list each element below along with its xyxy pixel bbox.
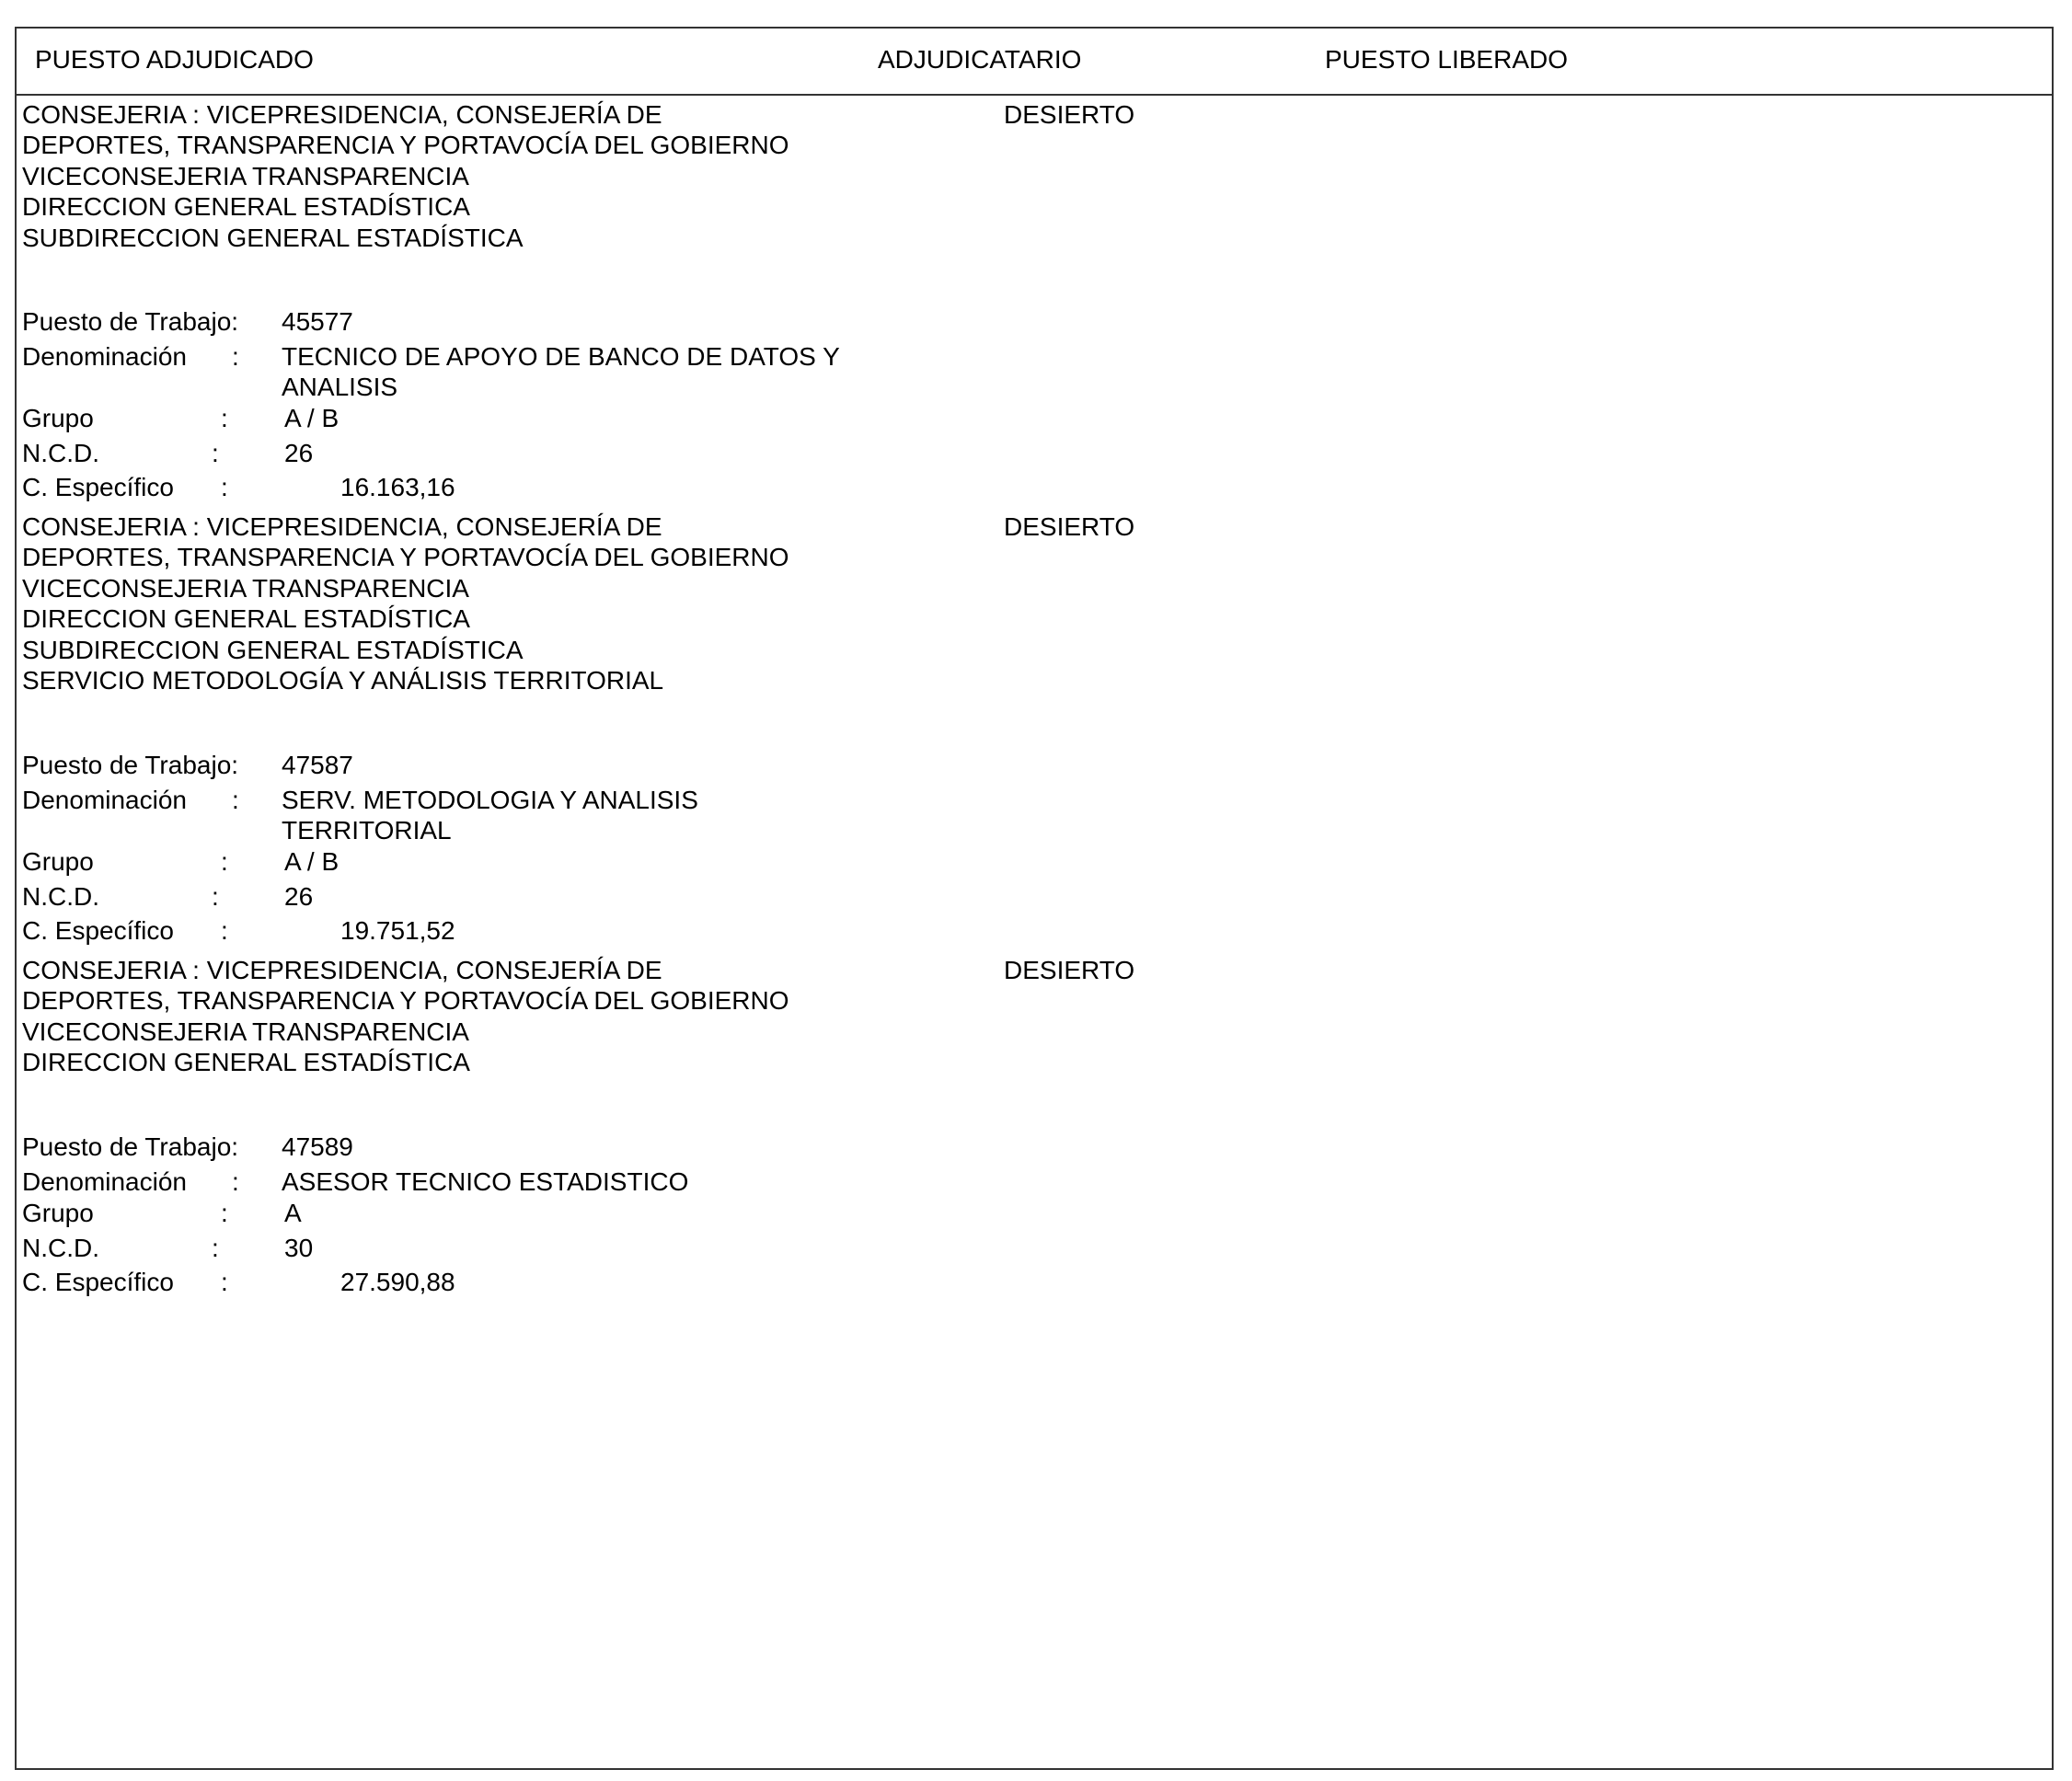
- adjudicatario-value: DESIERTO: [1004, 512, 1135, 541]
- header-divider: [15, 94, 2054, 96]
- adjudicatario-value: DESIERTO: [1004, 956, 1135, 984]
- org-line: CONSEJERIA : VICEPRESIDENCIA, CONSEJERÍA DE: [22, 512, 662, 541]
- org-line: CONSEJERIA : VICEPRESIDENCIA, CONSEJERÍA DE: [22, 100, 662, 129]
- label-colon: :: [221, 916, 228, 945]
- org-line: SERVICIO METODOLOGÍA Y ANÁLISIS TERRITORIAL: [22, 666, 664, 695]
- grupo-value: A / B: [284, 404, 340, 432]
- label-colon: :: [221, 847, 228, 876]
- denominacion-label: Denominación: [22, 786, 187, 814]
- table-frame: [15, 27, 2054, 1770]
- column-header-puesto-adjudicado: PUESTO ADJUDICADO: [35, 45, 314, 74]
- ncd-value: 26: [284, 439, 314, 467]
- puesto-label: Puesto de Trabajo:: [22, 1132, 239, 1161]
- org-line: VICECONSEJERIA TRANSPARENCIA: [22, 573, 469, 603]
- organization-block: [22, 511, 789, 695]
- label-colon: :: [212, 882, 219, 911]
- label-colon: :: [232, 786, 239, 814]
- org-line: DIRECCION GENERAL ESTADÍSTICA: [22, 1048, 470, 1077]
- org-line: DEPORTES, TRANSPARENCIA Y PORTAVOCÍA DEL GOBIERNO: [22, 543, 789, 572]
- denominacion-value: ANALISIS: [282, 373, 398, 401]
- label-colon: :: [232, 1167, 239, 1196]
- column-header-adjudicatario: ADJUDICATARIO: [878, 45, 1082, 74]
- denominacion-label: Denominación: [22, 1167, 187, 1196]
- c-especifico-label: C. Específico: [22, 1268, 174, 1296]
- puesto-label: Puesto de Trabajo:: [22, 751, 239, 779]
- grupo-label: Grupo: [22, 1199, 94, 1227]
- puesto-value: 47587: [282, 751, 353, 779]
- adjudicatario-value: DESIERTO: [1004, 100, 1135, 129]
- organization-block: [22, 955, 789, 1078]
- label-colon: :: [232, 342, 239, 371]
- puesto-value: 45577: [282, 307, 353, 336]
- label-colon: :: [212, 1234, 219, 1262]
- org-line: SUBDIRECCION GENERAL ESTADÍSTICA: [22, 635, 524, 664]
- grupo-value: A: [284, 1199, 302, 1227]
- label-colon: :: [221, 1268, 228, 1296]
- org-line: DIRECCION GENERAL ESTADÍSTICA: [22, 604, 470, 634]
- grupo-label: Grupo: [22, 847, 94, 876]
- column-header-puesto-liberado: PUESTO LIBERADO: [1325, 45, 1569, 74]
- org-line: DIRECCION GENERAL ESTADÍSTICA: [22, 192, 470, 222]
- puesto-value: 47589: [282, 1132, 353, 1161]
- label-colon: :: [212, 439, 219, 467]
- org-line: DEPORTES, TRANSPARENCIA Y PORTAVOCÍA DEL GOBIERNO: [22, 131, 789, 160]
- denominacion-value: TECNICO DE APOYO DE BANCO DE DATOS Y: [282, 342, 840, 371]
- denominacion-value: ASESOR TECNICO ESTADISTICO: [282, 1167, 689, 1196]
- org-line: CONSEJERIA : VICEPRESIDENCIA, CONSEJERÍA DE: [22, 956, 662, 984]
- label-colon: :: [221, 473, 228, 501]
- c-especifico-value: 19.751,52: [340, 916, 455, 945]
- label-colon: :: [221, 1199, 228, 1227]
- org-line: DEPORTES, TRANSPARENCIA Y PORTAVOCÍA DEL GOBIERNO: [22, 986, 789, 1016]
- ncd-value: 26: [284, 882, 314, 911]
- c-especifico-value: 16.163,16: [340, 473, 455, 501]
- org-line: VICECONSEJERIA TRANSPARENCIA: [22, 161, 469, 190]
- label-colon: :: [221, 404, 228, 432]
- ncd-label: N.C.D.: [22, 882, 99, 911]
- puesto-label: Puesto de Trabajo:: [22, 307, 239, 336]
- ncd-value: 30: [284, 1234, 314, 1262]
- c-especifico-label: C. Específico: [22, 916, 174, 945]
- org-line: SUBDIRECCION GENERAL ESTADÍSTICA: [22, 223, 524, 252]
- denominacion-label: Denominación: [22, 342, 187, 371]
- ncd-label: N.C.D.: [22, 1234, 99, 1262]
- ncd-label: N.C.D.: [22, 439, 99, 467]
- grupo-label: Grupo: [22, 404, 94, 432]
- organization-block: [22, 99, 789, 253]
- c-especifico-label: C. Específico: [22, 473, 174, 501]
- org-line: VICECONSEJERIA TRANSPARENCIA: [22, 1017, 469, 1046]
- c-especifico-value: 27.590,88: [340, 1268, 455, 1296]
- denominacion-value: SERV. METODOLOGIA Y ANALISIS: [282, 786, 698, 814]
- grupo-value: A / B: [284, 847, 340, 876]
- denominacion-value: TERRITORIAL: [282, 816, 452, 845]
